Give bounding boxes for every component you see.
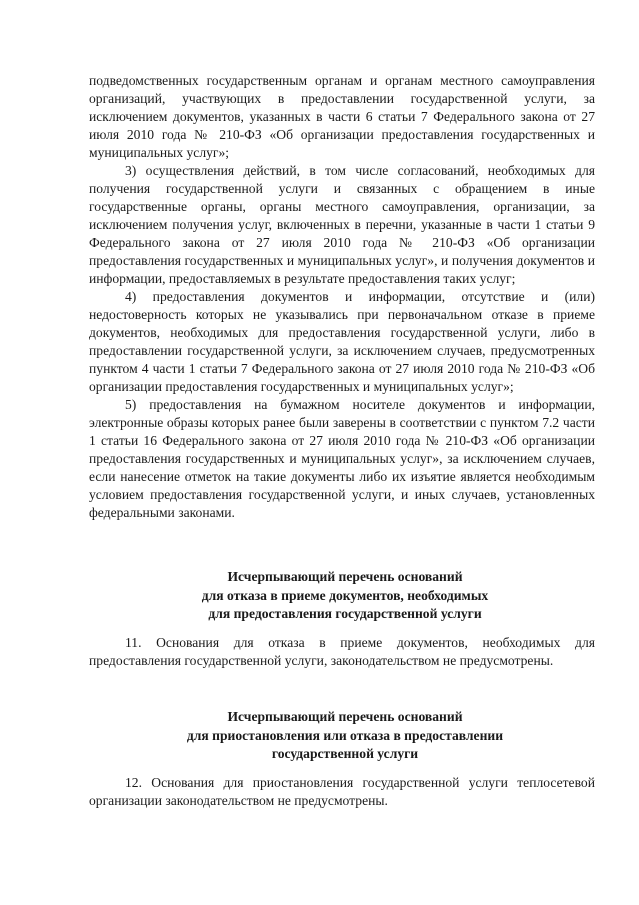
heading-line: для отказа в приеме документов, необходимых: [201, 587, 489, 603]
paragraph-12: 12. Основания для приостановления государственной услуги теплосетевой организации законодательством не предусмотрены.: [89, 775, 595, 808]
paragraph-11: 11. Основания для отказа в приеме документов, необходимых для предоставления государственной услуги, законодательством не предусмотрены.: [89, 635, 595, 668]
heading-line: для предоставления государственной услуги: [208, 606, 482, 621]
paragraph-12-block: [89, 774, 595, 810]
section-heading-suspension: [80, 708, 610, 764]
paragraph-item-5: 5) предоставления на бумажном носителе документов и информации, электронные образы которых ранее были заверены в соответствии с пунктом 7.2 части 1 статьи 16 Федерального закона от 27 июля 2010 года № 210-ФЗ «Об организации предоставления государственных и муниципальных услуг», за исключением случаев, если нанесение отметок на такие документы либо их изъятие является необходимым условием предоставления государственной услуги, и иных случаев, установленных федеральными законами.: [89, 397, 595, 520]
section-heading-refusal-acceptance: [80, 568, 610, 624]
heading-line: Исчерпывающий перечень оснований: [227, 709, 463, 724]
heading-line: Исчерпывающий перечень оснований: [227, 569, 463, 584]
heading-line: государственной услуги: [271, 746, 419, 761]
paragraph-item-3: 3) осуществления действий, в том числе согласований, необходимых для получения государственной услуги и связанных с обращением в иные государственные органы, органы местного самоуправления, организации, за исключением получения услуг, включенных в перечни, указанные в части 1 статьи 9 Федерального закона от 27 июля 2010 года № 210-ФЗ «Об организации предоставления государственных и муниципальных услуг», и получения документов и информации, предоставляемых в результате предоставления таких услуг;: [89, 163, 595, 286]
heading-line: для приостановления или отказа в предоставлении: [186, 727, 504, 743]
paragraph-item-4: 4) предоставления документов и информации, отсутствие и (или) недостоверность которых не указывались при первоначальном отказе в приеме документов, необходимых для предоставления государственной услуги, либо в предоставлении государственной услуги, за исключением случаев, предусмотренных пунктом 4 части 1 статьи 7 Федерального закона от 27 июля 2010 года № 210-ФЗ «Об организации предоставления государственных и муниципальных услуг»;: [89, 289, 595, 394]
paragraph-11-block: [89, 634, 595, 670]
top-text-block: [89, 72, 595, 522]
paragraph-continuation: подведомственных государственным органам и органам местного самоуправления организаций, участвующих в предоставлении государственной услуги, за исключением документов, указанных в части 6 статьи 7 Федерального закона от 27 июля 2010 года № 210-ФЗ «Об организации предоставления государственных и муниципальных услуг»;: [89, 73, 595, 160]
